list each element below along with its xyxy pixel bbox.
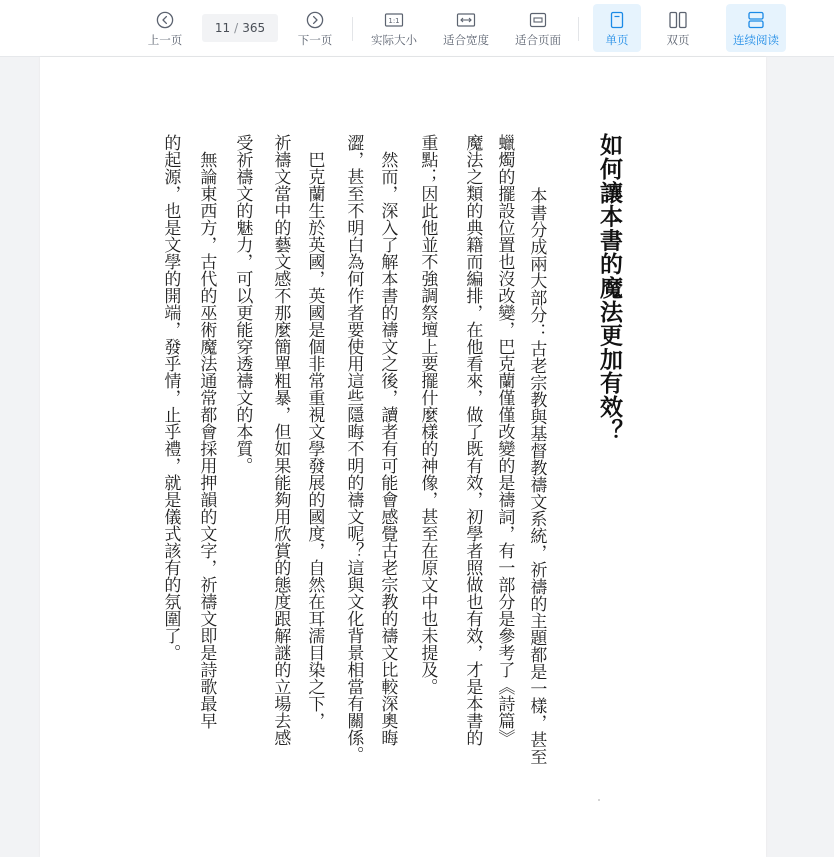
- text-column: 本書分成兩大部分：古老宗教與基督教禱文系統，祈禱的主題都是一樣，甚至: [526, 170, 547, 765]
- actual-size-icon-text: 1:1: [388, 17, 400, 25]
- fit-page-icon: [528, 10, 548, 30]
- prev-page-label: 上一页: [147, 33, 183, 47]
- continuous-reading-button[interactable]: [726, 4, 786, 52]
- text-column: 重點；因此他並不強調祭壇上要擺什麼樣的神像，甚至在原文中也未提及。: [417, 134, 438, 695]
- toolbar-divider: [352, 17, 353, 41]
- double-page-icon: [668, 10, 688, 30]
- prev-page-button[interactable]: [142, 4, 188, 52]
- scan-speck: [598, 799, 600, 801]
- fit-width-button[interactable]: [438, 4, 494, 52]
- continuous-reading-label: 连续阅读: [733, 33, 779, 47]
- text-column: 祈禱文當中的藝文感不那麼簡單粗暴，但如果能夠用欣賞的態度跟解謎的立場去感: [270, 134, 291, 746]
- document-page: [40, 57, 766, 857]
- page-title: 如何讓本書的魔法更加有效？: [596, 133, 623, 443]
- toolbar-divider: [578, 17, 579, 41]
- current-page: 11: [214, 21, 231, 35]
- actual-size-label: 实际大小: [371, 33, 417, 47]
- text-column: 的起源，也是文學的開端，發乎情，止乎禮，就是儀式該有的氛圍了。: [160, 134, 181, 661]
- single-page-button[interactable]: [593, 4, 641, 52]
- text-column: 受祈禱文的魅力，可以更能穿透禱文的本質。: [232, 134, 253, 474]
- chevron-left-circle-icon: [155, 10, 175, 30]
- text-column: 巴克蘭生於英國，英國是個非常重視文學發展的國度，自然在耳濡目染之下，: [304, 134, 325, 729]
- double-page-button[interactable]: [655, 4, 701, 52]
- double-page-label: 双页: [666, 33, 690, 47]
- continuous-reading-icon: [746, 10, 766, 30]
- total-pages: 365: [242, 21, 266, 35]
- actual-size-button[interactable]: [366, 4, 422, 52]
- chevron-right-circle-icon: [305, 10, 325, 30]
- text-column: 澀，甚至不明白為何作者要使用這些隱晦不明的禱文呢？這與文化背景相當有關係。: [343, 134, 364, 763]
- single-page-label: 单页: [605, 33, 629, 47]
- next-page-label: 下一页: [297, 33, 333, 47]
- page-separator: /: [234, 21, 239, 35]
- fit-width-icon: [456, 10, 476, 30]
- reader-toolbar: [0, 0, 834, 57]
- single-page-icon: [607, 10, 627, 30]
- page-number-input[interactable]: [202, 14, 278, 42]
- actual-size-icon: [384, 10, 404, 30]
- text-column: 魔法之類的典籍而編排，在他看來，做了既有效，初學者照做也有效，才是本書的: [462, 134, 483, 746]
- text-column: 然而，深入了解本書的禱文之後，讀者有可能會感覺古老宗教的禱文比較深奧晦: [377, 134, 398, 746]
- fit-page-button[interactable]: [510, 4, 566, 52]
- text-column: 蠟燭的擺設位置也沒改變，巴克蘭僅僅改變的是禱詞，有一部分是參考了《詩篇》: [494, 134, 515, 746]
- text-column: 無論東西方，古代的巫術魔法通常都會採用押韻的文字，祈禱文即是詩歌最早: [196, 134, 217, 729]
- next-page-button[interactable]: [292, 4, 338, 52]
- fit-width-label: 适合宽度: [443, 33, 489, 47]
- fit-page-label: 适合页面: [515, 33, 561, 47]
